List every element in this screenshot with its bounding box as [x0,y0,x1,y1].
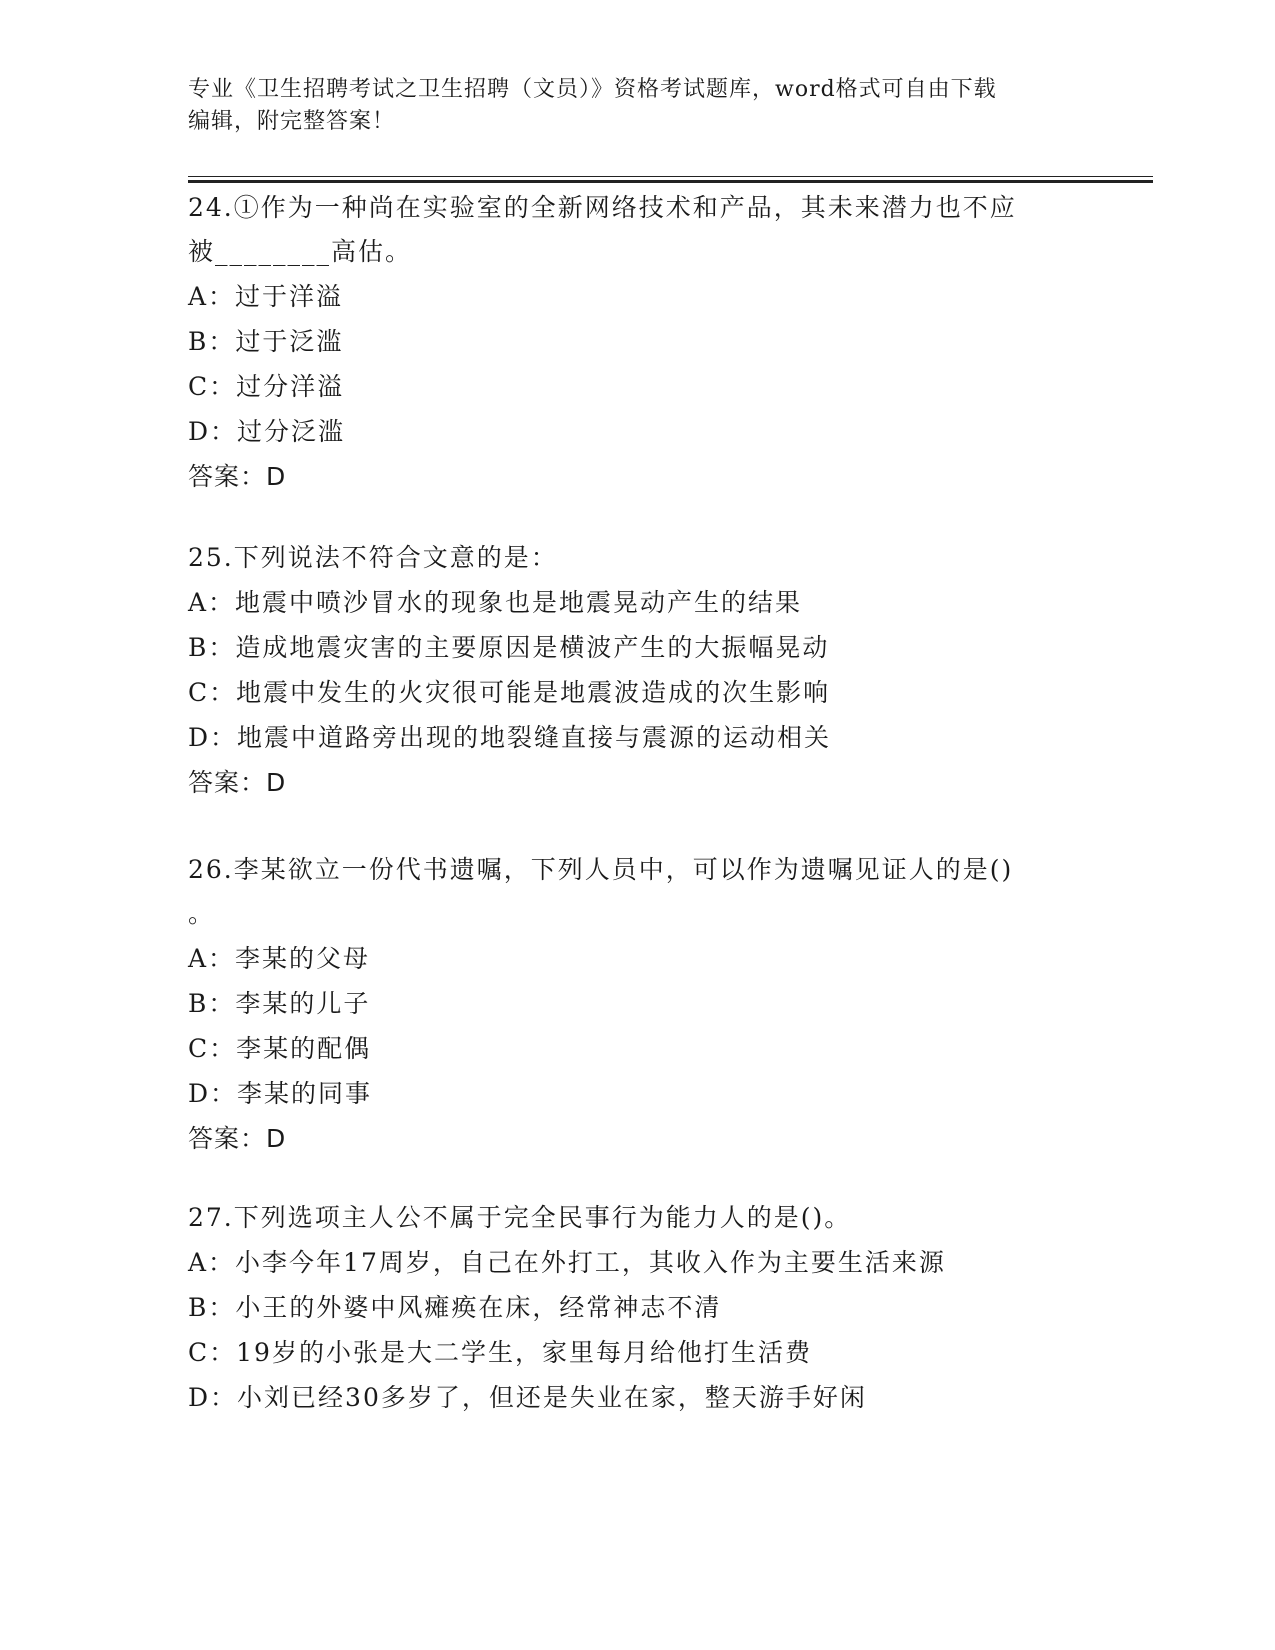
option-d: D：李某的同事 [188,1079,373,1108]
option-b: B：过于泛滥 [188,327,344,356]
header-divider-thin [188,176,1153,177]
header-divider-thick [188,180,1153,183]
option-c: C：地震中发生的火灾很可能是地震波造成的次生影响 [188,678,831,707]
option-d: D：小刘已经30多岁了，但还是失业在家，整天游手好闲 [188,1383,867,1412]
question-26 [188,848,1088,1161]
option-d: D：过分泛滥 [188,417,346,446]
header-line-1: 专业《卫生招聘考试之卫生招聘（文员）》资格考试题库，word格式可自由下载 [188,77,997,102]
question-stem-line: 27.下列选项主人公不属于完全民事行为能力人的是()。 [188,1203,852,1232]
option-b: B：小王的外婆中风瘫痪在床，经常神志不清 [188,1293,722,1322]
option-d: D：地震中道路旁出现的地裂缝直接与震源的运动相关 [188,723,832,752]
answer: 答案：D [188,462,287,491]
option-c: C：19岁的小张是大二学生，家里每月给他打生活费 [188,1338,812,1367]
option-b: B：造成地震灾害的主要原因是横波产生的大振幅晃动 [188,633,830,662]
option-c: C：过分洋溢 [188,372,345,401]
answer: 答案：D [188,768,287,797]
option-b: B：李某的儿子 [188,989,371,1018]
option-a: A：小李今年17周岁，自己在外打工，其收入作为主要生活来源 [188,1248,946,1277]
question-stem-line: 26.李某欲立一份代书遗嘱，下列人员中，可以作为遗嘱见证人的是() [188,855,1014,884]
question-stem-line: 24.①作为一种尚在实验室的全新网络技术和产品，其未来潜力也不应 [188,193,1017,222]
question-stem-line: 被________高估。 [188,237,413,266]
question-stem-line: 。 [188,899,216,928]
question-25 [188,536,1088,805]
document-header [188,74,1088,138]
option-a: A：李某的父母 [188,944,371,973]
question-24 [188,186,1088,499]
option-a: A：过于洋溢 [188,282,344,311]
header-line-2: 编辑，附完整答案！ [188,109,396,134]
option-c: C：李某的配偶 [188,1034,372,1063]
question-27 [188,1196,1088,1420]
answer: 答案：D [188,1124,287,1153]
option-a: A：地震中喷沙冒水的现象也是地震晃动产生的结果 [188,588,803,617]
question-stem-line: 25.下列说法不符合文意的是： [188,543,558,572]
